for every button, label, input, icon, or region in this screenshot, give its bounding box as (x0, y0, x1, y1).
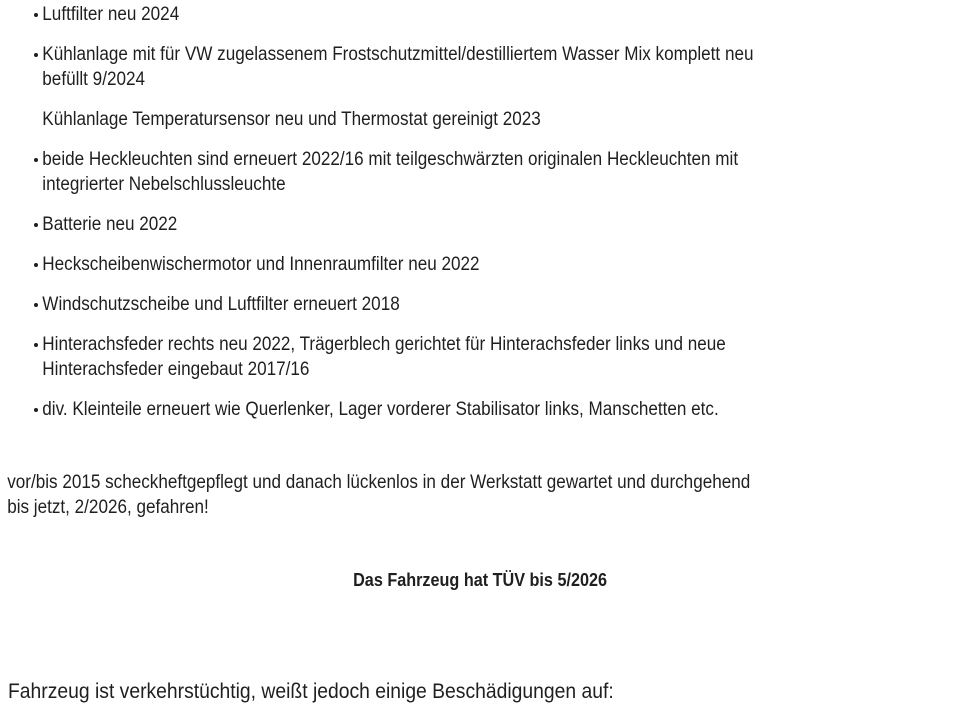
tuev-heading (0, 568, 960, 593)
item-text: Hinterachsfeder eingebaut 2017/16 (42, 359, 310, 380)
paragraph-line: bis jetzt, 2/2026, gefahren! (7, 497, 209, 518)
list-item (0, 107, 601, 132)
item-text: Heckscheibenwischermotor und Innenraumfilter neu 2022 (42, 254, 480, 275)
list-item (0, 397, 799, 422)
list-item (0, 292, 444, 317)
item-text: Batterie neu 2022 (42, 214, 178, 235)
list-item (0, 212, 197, 237)
item-text: div. Kleinteile erneuert wie Querlenker, Lager vorderer Stabilisator links, Manschetten etc. (42, 399, 719, 420)
list-item (0, 252, 533, 277)
maintenance-paragraph (0, 470, 834, 520)
list-item (0, 42, 837, 92)
damage-intro: Fahrzeug ist verkehrstüchtig, weißt jedoch einige Beschädigungen auf: (8, 680, 614, 703)
item-text: Luftfilter neu 2024 (42, 4, 180, 25)
paragraph-line: vor/bis 2015 scheckheftgepflegt und danach lückenlos in der Werkstatt gewartet und durchgehend (7, 472, 751, 493)
item-text: Kühlanlage Temperatursensor neu und Thermostat gereinigt 2023 (42, 109, 541, 130)
item-text: Windschutzscheibe und Luftfilter erneuert 2018 (42, 294, 400, 315)
list-item (0, 2, 199, 27)
item-text: Kühlanlage mit für VW zugelassenem Frostschutzmittel/destilliertem Wasser Mix komplett neu (42, 44, 754, 65)
item-text: integrierter Nebelschlussleuchte (42, 174, 286, 195)
item-text: Hinterachsfeder rechts neu 2022, Trägerblech gerichtet für Hinterachsfeder links und neue (42, 334, 726, 355)
list-item (0, 147, 820, 197)
tuev-text: Das Fahrzeug hat TÜV bis 5/2026 (353, 570, 607, 590)
item-text: beide Heckleuchten sind erneuert 2022/16 mit teilgeschwärzten originalen Heckleuchten mit (42, 149, 739, 170)
list-item (0, 332, 806, 382)
item-text: befüllt 9/2024 (42, 69, 145, 90)
